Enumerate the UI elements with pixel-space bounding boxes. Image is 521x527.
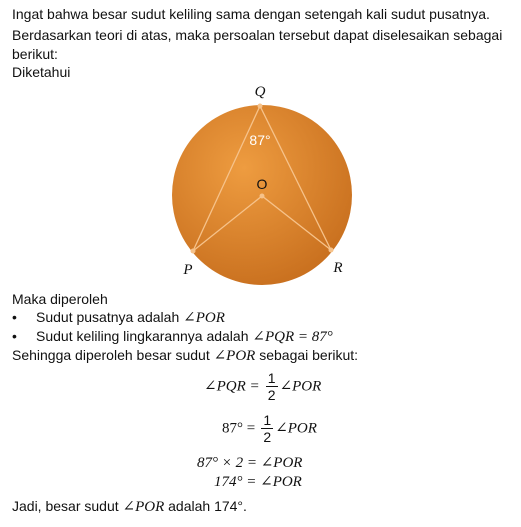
sehingga-math: ∠POR	[213, 348, 256, 364]
bullet-central-angle	[12, 308, 225, 327]
point-r	[329, 248, 334, 253]
bullet-dot: •	[12, 309, 17, 325]
eq2-fraction	[261, 412, 273, 445]
eq1-fraction	[266, 370, 278, 403]
bullet-inscribed-angle	[12, 327, 333, 346]
conclusion-math: ∠POR	[122, 499, 165, 515]
bullet2-math: ∠PQR = 87°	[252, 329, 333, 345]
equation-4: 174° = ∠POR	[214, 474, 302, 490]
conclusion-text-b: adalah 174°.	[164, 498, 247, 514]
bullet-dot: •	[12, 328, 17, 344]
eq2-lhs: 87° =	[222, 420, 256, 437]
label-o: O	[256, 176, 268, 192]
eq1-numerator: 1	[267, 370, 276, 386]
diketahui-label: Diketahui	[12, 64, 71, 80]
point-q	[258, 104, 263, 109]
label-r: R	[333, 260, 343, 276]
angle-label: 87°	[249, 132, 271, 148]
eq1-denominator: 2	[267, 387, 276, 403]
bullet1-math: ∠POR	[183, 310, 225, 326]
label-q: Q	[254, 84, 266, 100]
intro-line-2: Berdasarkan teori di atas, maka persoalan tersebut dapat diselesaikan sebagai	[12, 27, 503, 43]
conclusion-line	[12, 497, 247, 516]
equation-2	[222, 412, 317, 445]
eq2-rhs: ∠POR	[275, 420, 317, 437]
intro-line-1: Ingat bahwa besar sudut keliling sama dengan setengah kali sudut pusatnya.	[12, 6, 490, 22]
eq2-numerator: 1	[263, 412, 272, 428]
result-heading: Maka diperoleh	[12, 291, 108, 307]
equation-3: 87° × 2 = ∠POR	[197, 455, 303, 471]
bullet2-text: Sudut keliling lingkarannya adalah	[36, 328, 253, 344]
intro-line-3: berikut:	[12, 46, 58, 62]
equation-1	[204, 370, 321, 403]
label-p: P	[183, 262, 193, 278]
eq1-lhs: ∠PQR =	[204, 378, 260, 395]
sehingga-text: Sehingga diperoleh besar sudut	[12, 347, 214, 363]
bullet1-text: Sudut pusatnya adalah	[36, 309, 184, 325]
conclusion-text-a: Jadi, besar sudut	[12, 498, 123, 514]
eq2-denominator: 2	[263, 429, 272, 445]
point-o	[260, 194, 265, 199]
sehingga-line	[12, 346, 358, 365]
eq1-rhs: ∠POR	[279, 378, 322, 395]
sehingga-tail: sebagai berikut:	[255, 347, 359, 363]
point-p	[191, 249, 196, 254]
